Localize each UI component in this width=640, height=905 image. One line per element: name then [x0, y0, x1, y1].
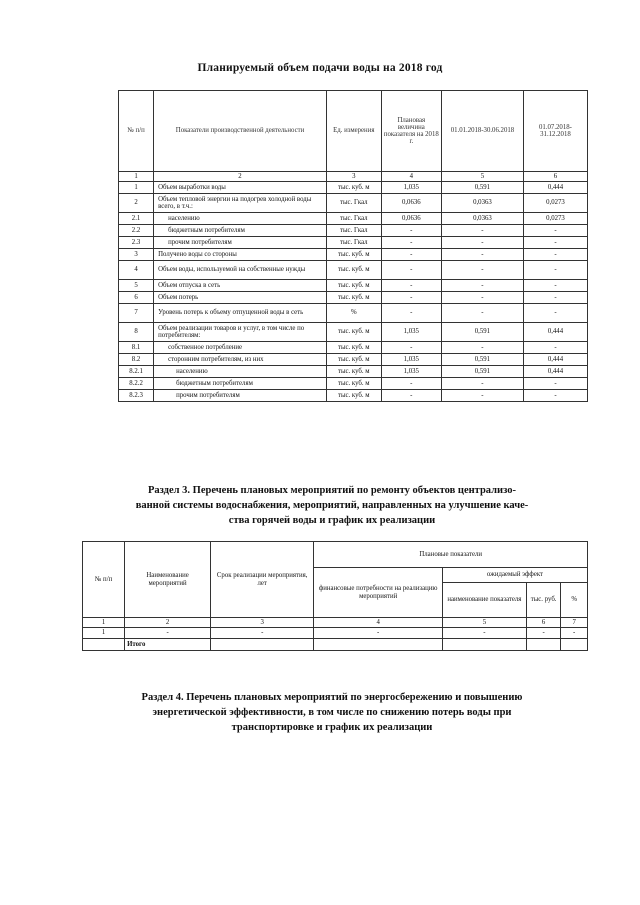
row-plan-value: -: [381, 292, 441, 304]
row-indicator-name: Объем отпуска в сеть: [154, 280, 327, 292]
row-indicator-name: бюджетным потребителям: [154, 378, 327, 390]
row-number: 2: [119, 194, 154, 213]
row-half2-value: -: [523, 390, 587, 402]
row-plan-value: -: [381, 390, 441, 402]
row-number: 8.2.3: [119, 390, 154, 402]
row-indicator-name: Объем выработки воды: [154, 182, 327, 194]
row-indicator-name: Объем тепловой энергии на подогрев холодной воды всего, в т.ч.:: [154, 194, 327, 213]
header-percent: %: [561, 583, 588, 618]
header-half1: 01.01.2018-30.06.2018: [441, 91, 523, 172]
cell: -: [442, 628, 526, 639]
cell: [561, 639, 588, 651]
section-4-heading: [92, 690, 572, 736]
row-plan-value: -: [381, 249, 441, 261]
cell: [526, 639, 561, 651]
table-body: [119, 182, 588, 402]
row-half2-value: 0,0273: [523, 213, 587, 225]
row-half1-value: 0,0363: [441, 194, 523, 213]
row-indicator-name: Уровень потерь к объему отпущенной воды в сеть: [154, 304, 327, 323]
col-number: 1: [119, 172, 154, 182]
row-indicator-name: собственное потребление: [154, 342, 327, 354]
row-half1-value: -: [441, 225, 523, 237]
row-plan-value: -: [381, 280, 441, 292]
header-planned-indicators: Плановые показатели: [314, 542, 588, 568]
section-4-line: транспортировке и график их реализации: [231, 722, 433, 734]
row-unit: тыс. куб. м: [326, 366, 381, 378]
row-number: 2.3: [119, 237, 154, 249]
header-expected-effect: ожидаемый эффект: [442, 568, 587, 583]
row-number: 4: [119, 261, 154, 280]
row-unit: тыс. куб. м: [326, 249, 381, 261]
section-3-line: Раздел 3. Перечень плановых мероприятий по ремонту объектов централизо-: [147, 485, 516, 496]
col-number: 6: [523, 172, 587, 182]
row-plan-value: -: [381, 225, 441, 237]
header-financial-needs: финансовые потребности на реализацию мероприятий: [314, 568, 443, 618]
table-header-row: [83, 542, 588, 568]
cell: [83, 639, 125, 651]
row-half2-value: 0,0273: [523, 194, 587, 213]
table-row: [119, 213, 588, 225]
table-row: [119, 378, 588, 390]
row-unit: тыс. куб. м: [326, 182, 381, 194]
table-row: [83, 628, 588, 639]
header-term: Срок реализации мероприятия, лет: [211, 542, 314, 618]
table-row: [119, 390, 588, 402]
header-half2: 01.07.2018-31.12.2018: [523, 91, 587, 172]
table-row: [119, 292, 588, 304]
cell: 1: [83, 628, 125, 639]
total-label: Итого: [125, 639, 211, 651]
row-unit: тыс. Гкал: [326, 237, 381, 249]
table-row: [119, 304, 588, 323]
row-half2-value: -: [523, 342, 587, 354]
row-plan-value: 0,0636: [381, 194, 441, 213]
row-indicator-name: прочим потребителям: [154, 237, 327, 249]
row-indicator-name: населению: [154, 213, 327, 225]
row-indicator-name: Объем воды, используемой на собственные нужды: [154, 261, 327, 280]
row-half2-value: 0,444: [523, 354, 587, 366]
row-half1-value: -: [441, 237, 523, 249]
row-plan-value: 1,035: [381, 323, 441, 342]
col-number: 3: [326, 172, 381, 182]
row-half1-value: -: [441, 280, 523, 292]
row-unit: тыс. куб. м: [326, 261, 381, 280]
cell: -: [314, 628, 443, 639]
header-indicator: Показатели производственной деятельности: [154, 91, 327, 172]
row-number: 8: [119, 323, 154, 342]
col-number: 6: [526, 618, 561, 628]
col-number: 1: [83, 618, 125, 628]
row-number: 1: [119, 182, 154, 194]
table-row: [119, 194, 588, 213]
table-row: [119, 323, 588, 342]
row-unit: тыс. куб. м: [326, 354, 381, 366]
cell: [211, 639, 314, 651]
table-row: [119, 225, 588, 237]
row-unit: тыс. Гкал: [326, 213, 381, 225]
row-unit: %: [326, 304, 381, 323]
row-plan-value: 1,035: [381, 354, 441, 366]
row-indicator-name: Получено воды со стороны: [154, 249, 327, 261]
row-indicator-name: прочим потребителям: [154, 390, 327, 402]
row-half1-value: 0,591: [441, 323, 523, 342]
row-plan-value: -: [381, 261, 441, 280]
row-half2-value: 0,444: [523, 366, 587, 378]
row-half1-value: 0,591: [441, 182, 523, 194]
row-half1-value: -: [441, 292, 523, 304]
row-half1-value: -: [441, 342, 523, 354]
col-number: 7: [561, 618, 588, 628]
col-number: 2: [154, 172, 327, 182]
row-unit: тыс. куб. м: [326, 390, 381, 402]
section-3-line: ства горячей воды и график их реализации: [228, 515, 436, 527]
water-supply-table: [118, 90, 588, 402]
col-number: 5: [442, 618, 526, 628]
row-half2-value: -: [523, 378, 587, 390]
row-number: 3: [119, 249, 154, 261]
row-indicator-name: бюджетным потребителям: [154, 225, 327, 237]
row-unit: тыс. Гкал: [326, 225, 381, 237]
row-plan-value: -: [381, 342, 441, 354]
row-unit: тыс. Гкал: [326, 194, 381, 213]
table-row: [119, 261, 588, 280]
header-num: № п/п: [83, 542, 125, 618]
page-title: Планируемый объем подачи воды на 2018 год: [197, 62, 443, 74]
cell: [314, 639, 443, 651]
row-half1-value: 0,591: [441, 354, 523, 366]
table-row: [119, 342, 588, 354]
column-number-row: [83, 618, 588, 628]
col-number: 2: [125, 618, 211, 628]
row-half2-value: 0,444: [523, 323, 587, 342]
total-row: [83, 639, 588, 651]
col-number: 5: [441, 172, 523, 182]
row-plan-value: -: [381, 237, 441, 249]
table-row: [119, 237, 588, 249]
row-unit: тыс. куб. м: [326, 378, 381, 390]
row-half2-value: -: [523, 225, 587, 237]
row-half1-value: -: [441, 378, 523, 390]
row-number: 8.1: [119, 342, 154, 354]
section-3-line: ванной системы водоснабжения, мероприятий, направленных на улучшение каче-: [135, 500, 529, 512]
row-half1-value: -: [441, 261, 523, 280]
row-number: 8.2.2: [119, 378, 154, 390]
section-4-line: Раздел 4. Перечень плановых мероприятий по энергосбережению и повышению: [141, 692, 523, 703]
row-half2-value: -: [523, 237, 587, 249]
header-indicator-name: наименование показателя: [442, 583, 526, 618]
row-half2-value: -: [523, 292, 587, 304]
table-row: [119, 366, 588, 378]
row-unit: тыс. куб. м: [326, 280, 381, 292]
row-half2-value: -: [523, 249, 587, 261]
row-plan-value: 1,035: [381, 366, 441, 378]
row-number: 8.2: [119, 354, 154, 366]
column-number-row: [119, 172, 588, 182]
table-header-row: [119, 91, 588, 172]
measures-table: [82, 541, 588, 651]
header-num: № п/п: [119, 91, 154, 172]
header-plan: Плановая величина показателя на 2018 г.: [381, 91, 441, 172]
row-number: 8.2.1: [119, 366, 154, 378]
table-row: [119, 280, 588, 292]
col-number: 3: [211, 618, 314, 628]
row-plan-value: -: [381, 378, 441, 390]
row-half1-value: 0,0363: [441, 213, 523, 225]
header-measure-name: Наименование мероприятий: [125, 542, 211, 618]
col-number: 4: [381, 172, 441, 182]
row-indicator-name: Объем потерь: [154, 292, 327, 304]
section-4-line: энергетической эффективности, в том числе по снижению потерь воды при: [152, 707, 512, 719]
row-half2-value: -: [523, 280, 587, 292]
cell: -: [561, 628, 588, 639]
row-indicator-name: Объем реализации товаров и услуг, в том числе по потребителям:: [154, 323, 327, 342]
row-indicator-name: сторонним потребителям, из них: [154, 354, 327, 366]
row-plan-value: -: [381, 304, 441, 323]
section-3-heading: [82, 483, 582, 529]
row-number: 6: [119, 292, 154, 304]
cell: -: [526, 628, 561, 639]
row-half1-value: -: [441, 249, 523, 261]
row-number: 7: [119, 304, 154, 323]
row-half1-value: -: [441, 390, 523, 402]
row-half2-value: -: [523, 261, 587, 280]
header-thousand-rub: тыс. руб.: [526, 583, 561, 618]
col-number: 4: [314, 618, 443, 628]
row-half1-value: 0,591: [441, 366, 523, 378]
row-number: 5: [119, 280, 154, 292]
row-half2-value: -: [523, 304, 587, 323]
row-plan-value: 0,0636: [381, 213, 441, 225]
row-indicator-name: населению: [154, 366, 327, 378]
row-number: 2.1: [119, 213, 154, 225]
cell: -: [211, 628, 314, 639]
row-unit: тыс. куб. м: [326, 323, 381, 342]
row-unit: тыс. куб. м: [326, 292, 381, 304]
row-unit: тыс. куб. м: [326, 342, 381, 354]
row-number: 2.2: [119, 225, 154, 237]
header-unit: Ед. измерения: [326, 91, 381, 172]
row-half2-value: 0,444: [523, 182, 587, 194]
row-plan-value: 1,035: [381, 182, 441, 194]
cell: [442, 639, 526, 651]
table-row: [119, 249, 588, 261]
cell: -: [125, 628, 211, 639]
row-half1-value: -: [441, 304, 523, 323]
table-row: [119, 354, 588, 366]
table-row: [119, 182, 588, 194]
